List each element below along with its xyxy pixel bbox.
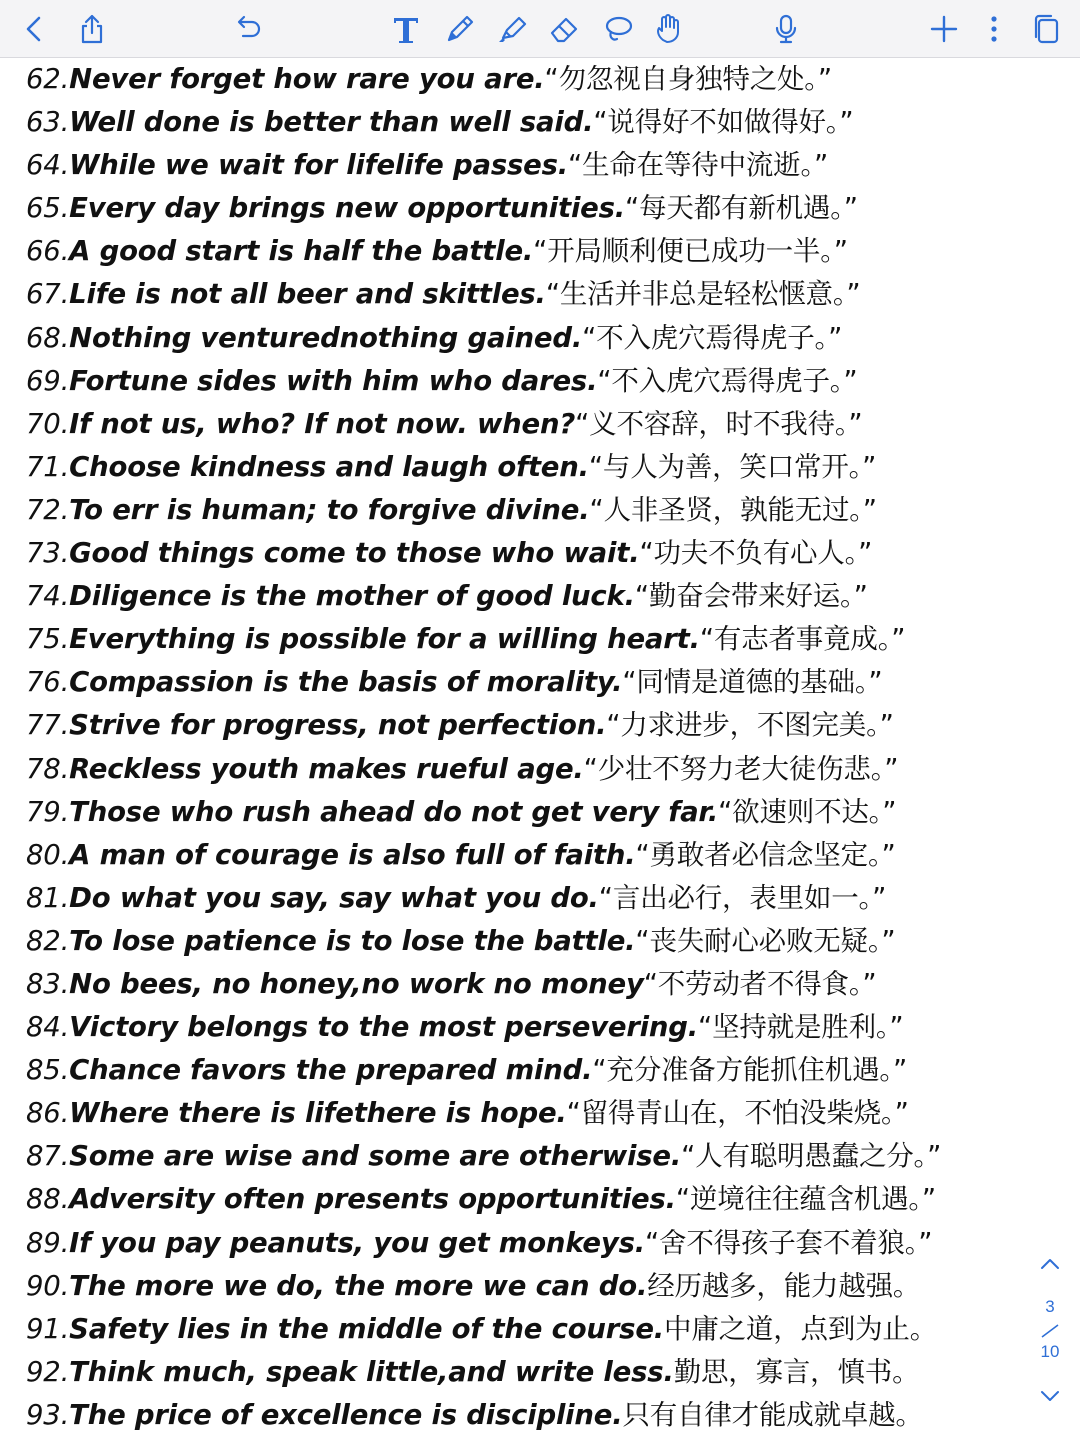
quote-english: Chance favors the prepared mind. [69,1054,593,1087]
quote-english: Do what you say, say what you do. [69,881,599,914]
quote-english: Those who rush ahead do not get very far. [69,795,719,828]
quote-chinese: “丧失耐心必败无疑。” [635,924,896,957]
quote-chinese: “充分准备方能抓住机遇。” [592,1054,908,1087]
quote-line [26,1092,1026,1135]
quote-line [26,360,1026,403]
quote-english: Reckless youth makes rueful age. [69,752,584,785]
quote-line [26,403,1026,446]
eraser-icon[interactable] [542,7,586,51]
quote-number: 90. [26,1269,70,1302]
quote-chinese: “义不容辞，时不我待。” [575,407,863,440]
quote-number: 72. [26,493,70,526]
quote-line [26,748,1026,791]
quote-line [26,618,1026,661]
undo-icon[interactable] [226,7,270,51]
quote-chinese: “舍不得孩子套不着狼。” [645,1226,933,1259]
lasso-icon[interactable] [596,7,640,51]
quote-number: 66. [26,235,70,268]
quote-line [26,532,1026,575]
quote-chinese: “生命在等待中流逝。” [568,149,829,182]
quote-english: Victory belongs to the most persevering. [69,1011,699,1044]
quote-english: A good start is half the battle. [69,235,534,268]
quote-line [26,704,1026,747]
quote-number: 65. [26,192,70,225]
quote-number: 89. [26,1226,70,1259]
quote-line [26,575,1026,618]
chevron-down-icon[interactable] [1026,1372,1074,1420]
quote-number: 62. [26,63,70,95]
quote-english: Never forget how rare you are. [69,63,545,95]
note-content [26,58,1026,1437]
quote-number: 88. [26,1183,70,1216]
quote-chinese: “不劳动者不得食。” [643,967,877,1000]
quote-line [26,1178,1026,1221]
quote-english: Every day brings new opportunities. [69,192,626,225]
quote-number: 63. [26,106,70,139]
quote-line [26,791,1026,834]
quote-chinese: 只有自律才能成就卓越。 [622,1398,923,1431]
quote-line [26,446,1026,489]
quote-line [26,1351,1026,1394]
quote-chinese: “坚持就是胜利。” [698,1011,904,1044]
quote-line [26,877,1026,920]
quote-english: Where there is lifethere is hope. [69,1097,567,1130]
quote-number: 87. [26,1140,70,1173]
quote-chinese: 勤思，寡言，慎书。 [673,1355,920,1388]
quote-chinese: “勇敢者必信念坚定。” [635,838,896,871]
quote-english: Choose kindness and laugh often. [69,450,589,483]
quote-line [26,920,1026,963]
quote-chinese: “不入虎穴焉得虎子。” [597,364,858,397]
quote-line [26,144,1026,187]
quote-number: 71. [26,450,70,483]
quote-chinese: “开局顺利便已成功一半。” [533,235,848,268]
quote-chinese: “生活并非总是轻松惬意。” [545,278,861,311]
quote-number: 67. [26,278,70,311]
quote-number: 75. [26,623,70,656]
quote-chinese: “人有聪明愚蠢之分。” [681,1140,942,1173]
quote-chinese: “勿忽视自身独特之处。” [544,63,832,95]
quote-line [26,187,1026,230]
quote-english: If not us, who? If not now. when? [69,407,576,440]
quote-english: If you pay peanuts, you get monkeys. [69,1226,646,1259]
quote-number: 86. [26,1097,70,1130]
quote-chinese: “逆境往往蕴含机遇。” [675,1183,936,1216]
page-separator [1040,1324,1060,1338]
quote-line [26,1308,1026,1351]
quote-chinese: “同情是道德的基础。” [622,666,883,699]
quote-number: 69. [26,364,70,397]
pages-icon[interactable] [1024,7,1068,51]
quote-english: Strive for progress, not perfection. [69,709,607,742]
top-toolbar [0,0,1080,58]
quote-english: Diligence is the mother of good luck. [69,580,635,613]
quote-english: To err is human; to forgive divine. [69,493,590,526]
quote-number: 78. [26,752,70,785]
quote-chinese: “人非圣贤，孰能无过。” [589,493,877,526]
quote-chinese: “有志者事竟成。” [699,623,906,656]
plus-icon[interactable] [922,7,966,51]
quote-english: Everything is possible for a willing heart. [69,623,700,656]
quote-number: 81. [26,881,70,914]
quote-chinese: “与人为善，笑口常开。” [588,450,877,483]
quote-line [26,661,1026,704]
quote-chinese: “力求进步，不图完美。” [606,709,894,742]
total-pages: 10 [1040,1342,1060,1361]
hand-touch-icon[interactable] [646,7,690,51]
quote-chinese: 中庸之道，点到为止。 [664,1312,938,1345]
quote-english: Safety lies in the middle of the course. [69,1312,665,1345]
quote-chinese: 经历越多，能力越强。 [647,1269,921,1302]
quote-chinese: “少壮不努力老大徒伤悲。” [583,752,899,785]
page-navigator [1020,1240,1080,1420]
quote-english: Well done is better than well said. [69,106,594,139]
quote-number: 70. [26,407,70,440]
quote-english: Think much, speak little,and write less. [69,1355,674,1388]
quote-line [26,963,1026,1006]
quote-english: Nothing venturednothing gained. [69,321,583,354]
quote-line [26,58,1026,101]
quote-line [26,1222,1026,1265]
quote-chinese: “留得青山在，不怕没柴烧。” [566,1097,909,1130]
highlighter-icon[interactable] [490,7,534,51]
quote-number: 80. [26,838,70,871]
quote-number: 73. [26,537,70,570]
quote-number: 93. [26,1398,70,1431]
quote-english: Good things come to those who wait. [69,537,640,570]
quote-number: 92. [26,1355,70,1388]
quote-english: Some are wise and some are otherwise. [69,1140,682,1173]
quote-number: 74. [26,580,70,613]
quote-english: Adversity often presents opportunities. [69,1183,676,1216]
quote-line [26,230,1026,273]
text-icon[interactable] [384,7,428,51]
microphone-icon[interactable] [764,7,808,51]
quote-number: 84. [26,1011,70,1044]
quote-number: 82. [26,924,70,957]
quote-line [26,834,1026,877]
quote-english: Fortune sides with him who dares. [69,364,598,397]
quote-number: 68. [26,321,70,354]
quote-line [26,1265,1026,1308]
quote-english: While we wait for lifelife passes. [69,149,569,182]
quote-line [26,1049,1026,1092]
quote-number: 79. [26,795,70,828]
pen-icon[interactable] [438,7,482,51]
quote-number: 76. [26,666,70,699]
quote-number: 64. [26,149,70,182]
quote-line [26,1135,1026,1178]
quote-chinese: “欲速则不达。” [718,795,897,828]
current-page: 3 [1045,1297,1055,1316]
quote-english: No bees, no honey,no work no money [69,967,644,1000]
quote-line [26,489,1026,532]
quote-line [26,317,1026,360]
quote-line [26,1006,1026,1049]
quote-english: Compassion is the basis of morality. [69,666,623,699]
chevron-up-icon[interactable] [1026,1240,1074,1288]
quote-english: The more we do, the more we can do. [69,1269,648,1302]
quote-line [26,1394,1026,1437]
quote-number: 85. [26,1054,70,1087]
quote-english: A man of courage is also full of faith. [69,838,636,871]
quote-chinese: “说得好不如做得好。” [593,106,854,139]
quote-number: 91. [26,1312,70,1345]
quote-chinese: “不入虎穴焉得虎子。” [582,321,843,354]
quote-english: The price of excellence is discipline. [69,1398,623,1431]
quote-chinese: “言出必行，表里如一。” [598,881,887,914]
quote-line [26,273,1026,316]
quote-number: 77. [26,709,70,742]
quote-number: 83. [26,967,70,1000]
back-icon[interactable] [12,7,56,51]
quote-chinese: “勤奋会带来好运。” [634,580,868,613]
quote-line [26,101,1026,144]
quote-chinese: “每天都有新机遇。” [625,192,858,225]
share-icon[interactable] [70,7,114,51]
quote-english: Life is not all beer and skittles. [69,278,546,311]
quote-english: To lose patience is to lose the battle. [69,924,636,957]
more-icon[interactable] [972,7,1016,51]
quote-chinese: “功夫不负有心人。” [639,537,873,570]
